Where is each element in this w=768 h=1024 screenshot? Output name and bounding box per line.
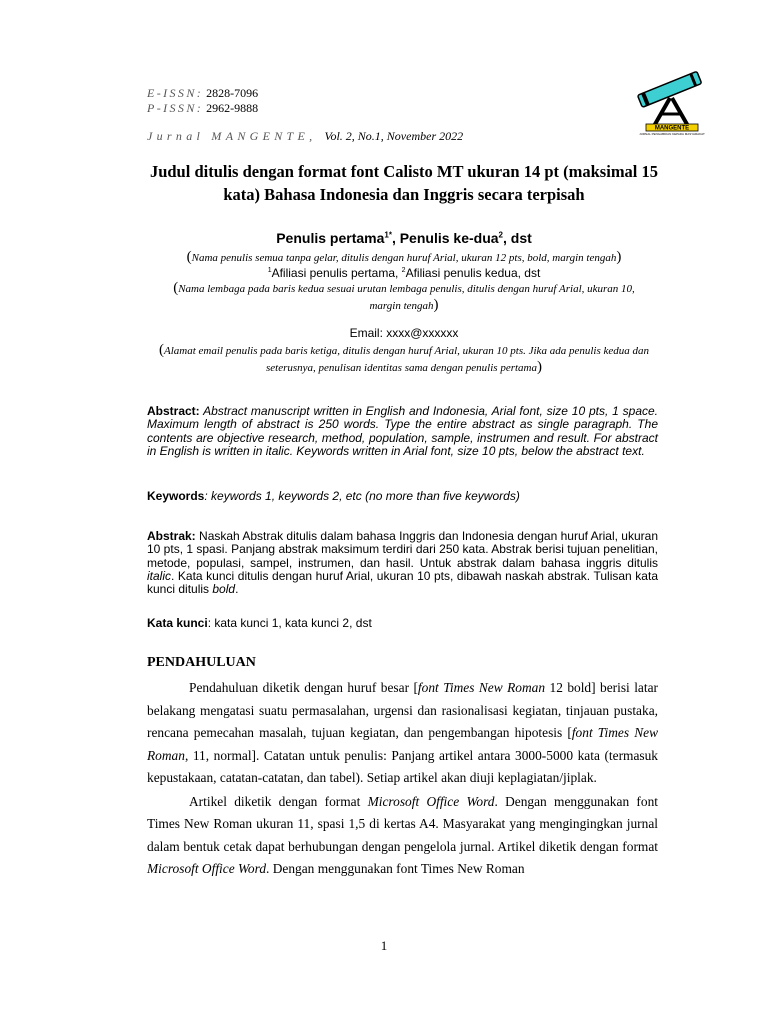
journal-line: [147, 128, 463, 145]
email-line: Email: xxxx@xxxxxx: [349, 326, 459, 340]
abstract-label: Abstract:: [147, 404, 200, 418]
keywords-text: : keywords 1, keywords 2, etc (no more than five keywords): [204, 489, 520, 503]
svg-text:JURNAL PENGABDIAN KEPADA MASYA: JURNAL PENGABDIAN KEPADA MASYARAKAT: [639, 132, 705, 136]
affiliation-2: Afiliasi penulis kedua, dst: [405, 266, 541, 280]
abstract-text: Abstract manuscript written in English and Indonesia, Arial font, size 10 pts, 1 space. Maximum length of abstract is 250 words. Type the entire abstract as single paragraph. The contents are objective research, method, population, sample, instrumen and result. For abstract in English is written in italic. Keywords written in Arial font, size 10 pts, below the abstract text.: [147, 404, 658, 458]
section-heading: PENDAHULUAN: [147, 655, 256, 670]
svg-text:MANGENTE: MANGENTE: [654, 125, 690, 132]
page-number: 1: [380, 938, 388, 953]
article-title: Judul ditulis dengan format font Calisto MT ukuran 14 pt (maksimal 15 kata) Bahasa Indonesia dan Inggris secara terpisah: [149, 162, 659, 204]
affiliation-line: $^1$Afiliasi penulis pertama, $^2$Afiliasi penulis kedua, dst: [267, 266, 541, 280]
affiliation-note: (Nama lembaga pada baris kedua sesuai urutan lembaga penulis, ditulis dengan huruf Arial, ukuran 10, margin tengah): [173, 280, 635, 313]
author-2-sup: 2: [498, 230, 503, 240]
body-paragraph-1: Pendahuluan diketik dengan huruf besar [font Times New Roman 12 bold] berisi latar belakang mengatasi suatu permasalahan, urgensi dan rasionalisasi kegiatan, tinjauan pustaka, rencana pemecahan masalah, tujuan kegiatan, dan pengembangan hipotesis [font Times New Roman, 11, normal]. Catatan untuk penulis: Panjang artikel antara 3000-5000 kata (termasuk kepustakaan, catatan-catatan, dan tabel). Setiap artikel akan diuji keplagiatan/jiplak.: [147, 680, 658, 785]
keywords-english: [147, 489, 667, 503]
author-1-sup: 1*: [384, 230, 392, 240]
pissn-label: P-ISSN:: [147, 101, 204, 115]
journal-volume: Vol. 2, No.1, November 2022: [324, 129, 464, 143]
journal-name: Jurnal MANGENTE,: [147, 129, 317, 143]
eissn-value: 2828-7096: [206, 86, 259, 100]
abstract-indonesian: Abstrak: Naskah Abstrak ditulis dalam bahasa Inggris dan Indonesia dengan huruf Arial, ukuran 10 pts, 1 spasi. Panjang abstrak maksimum terdiri dari 250 kata. Abstrak berisi tujuan penelitian, metode, populasi, sampel, instrumen, dan hasil. Untuk abstrak dalam bahasa inggris ditulis italic. Kata kunci ditulis dengan huruf Arial, ukuran 10 pts, dibawah naskah abstrak. Tulisan kata kunci ditulis bold.: [147, 529, 658, 597]
telescope-logo: [632, 70, 712, 136]
pissn-line: [147, 100, 258, 117]
email-note: (Alamat email penulis pada baris ketiga, ditulis dengan huruf Arial, ukuran 10 pts. Jika ada penulis kedua dan seterusnya, penulisan identitas sama dengan penulis pertama): [159, 342, 649, 375]
keywords-indonesian: [147, 616, 667, 630]
kata-kunci-text: : kata kunci 1, kata kunci 2, dst: [207, 616, 372, 630]
telescope-logo-icon: [632, 70, 712, 136]
kata-kunci-label: Kata kunci: [147, 616, 208, 630]
author-note: (Nama penulis semua tanpa gelar, ditulis dengan huruf Arial, ukuran 12 pts, bold, margin tengah): [186, 249, 622, 265]
body-paragraph-2: Artikel diketik dengan format Microsoft Office Word. Dengan menggunakan font Times New Roman ukuran 11, spasi 1,5 di kertas A4. Masyarakat yang mengingingkan jurnal dalam bentuk cetak dapat berhubungan dengan pengelola jurnal. Artikel diketik dengan format Microsoft Office Word. Dengan menggunakan font Times New Roman: [147, 793, 658, 876]
author-2: Penulis ke-dua: [399, 230, 499, 246]
section-body: [147, 677, 658, 881]
affiliation-1: Afiliasi penulis pertama,: [271, 266, 402, 280]
author-1: Penulis pertama: [276, 230, 385, 246]
eissn-label: E-ISSN:: [147, 86, 204, 100]
pissn-value: 2962-9888: [206, 101, 259, 115]
author-line: Penulis pertama$^{1*}$, Penulis ke-dua$^2$, dst: [276, 230, 532, 246]
abstrak-label: Abstrak:: [147, 529, 196, 543]
abstract-english: [147, 405, 658, 458]
keywords-label: Keywords: [147, 489, 205, 503]
